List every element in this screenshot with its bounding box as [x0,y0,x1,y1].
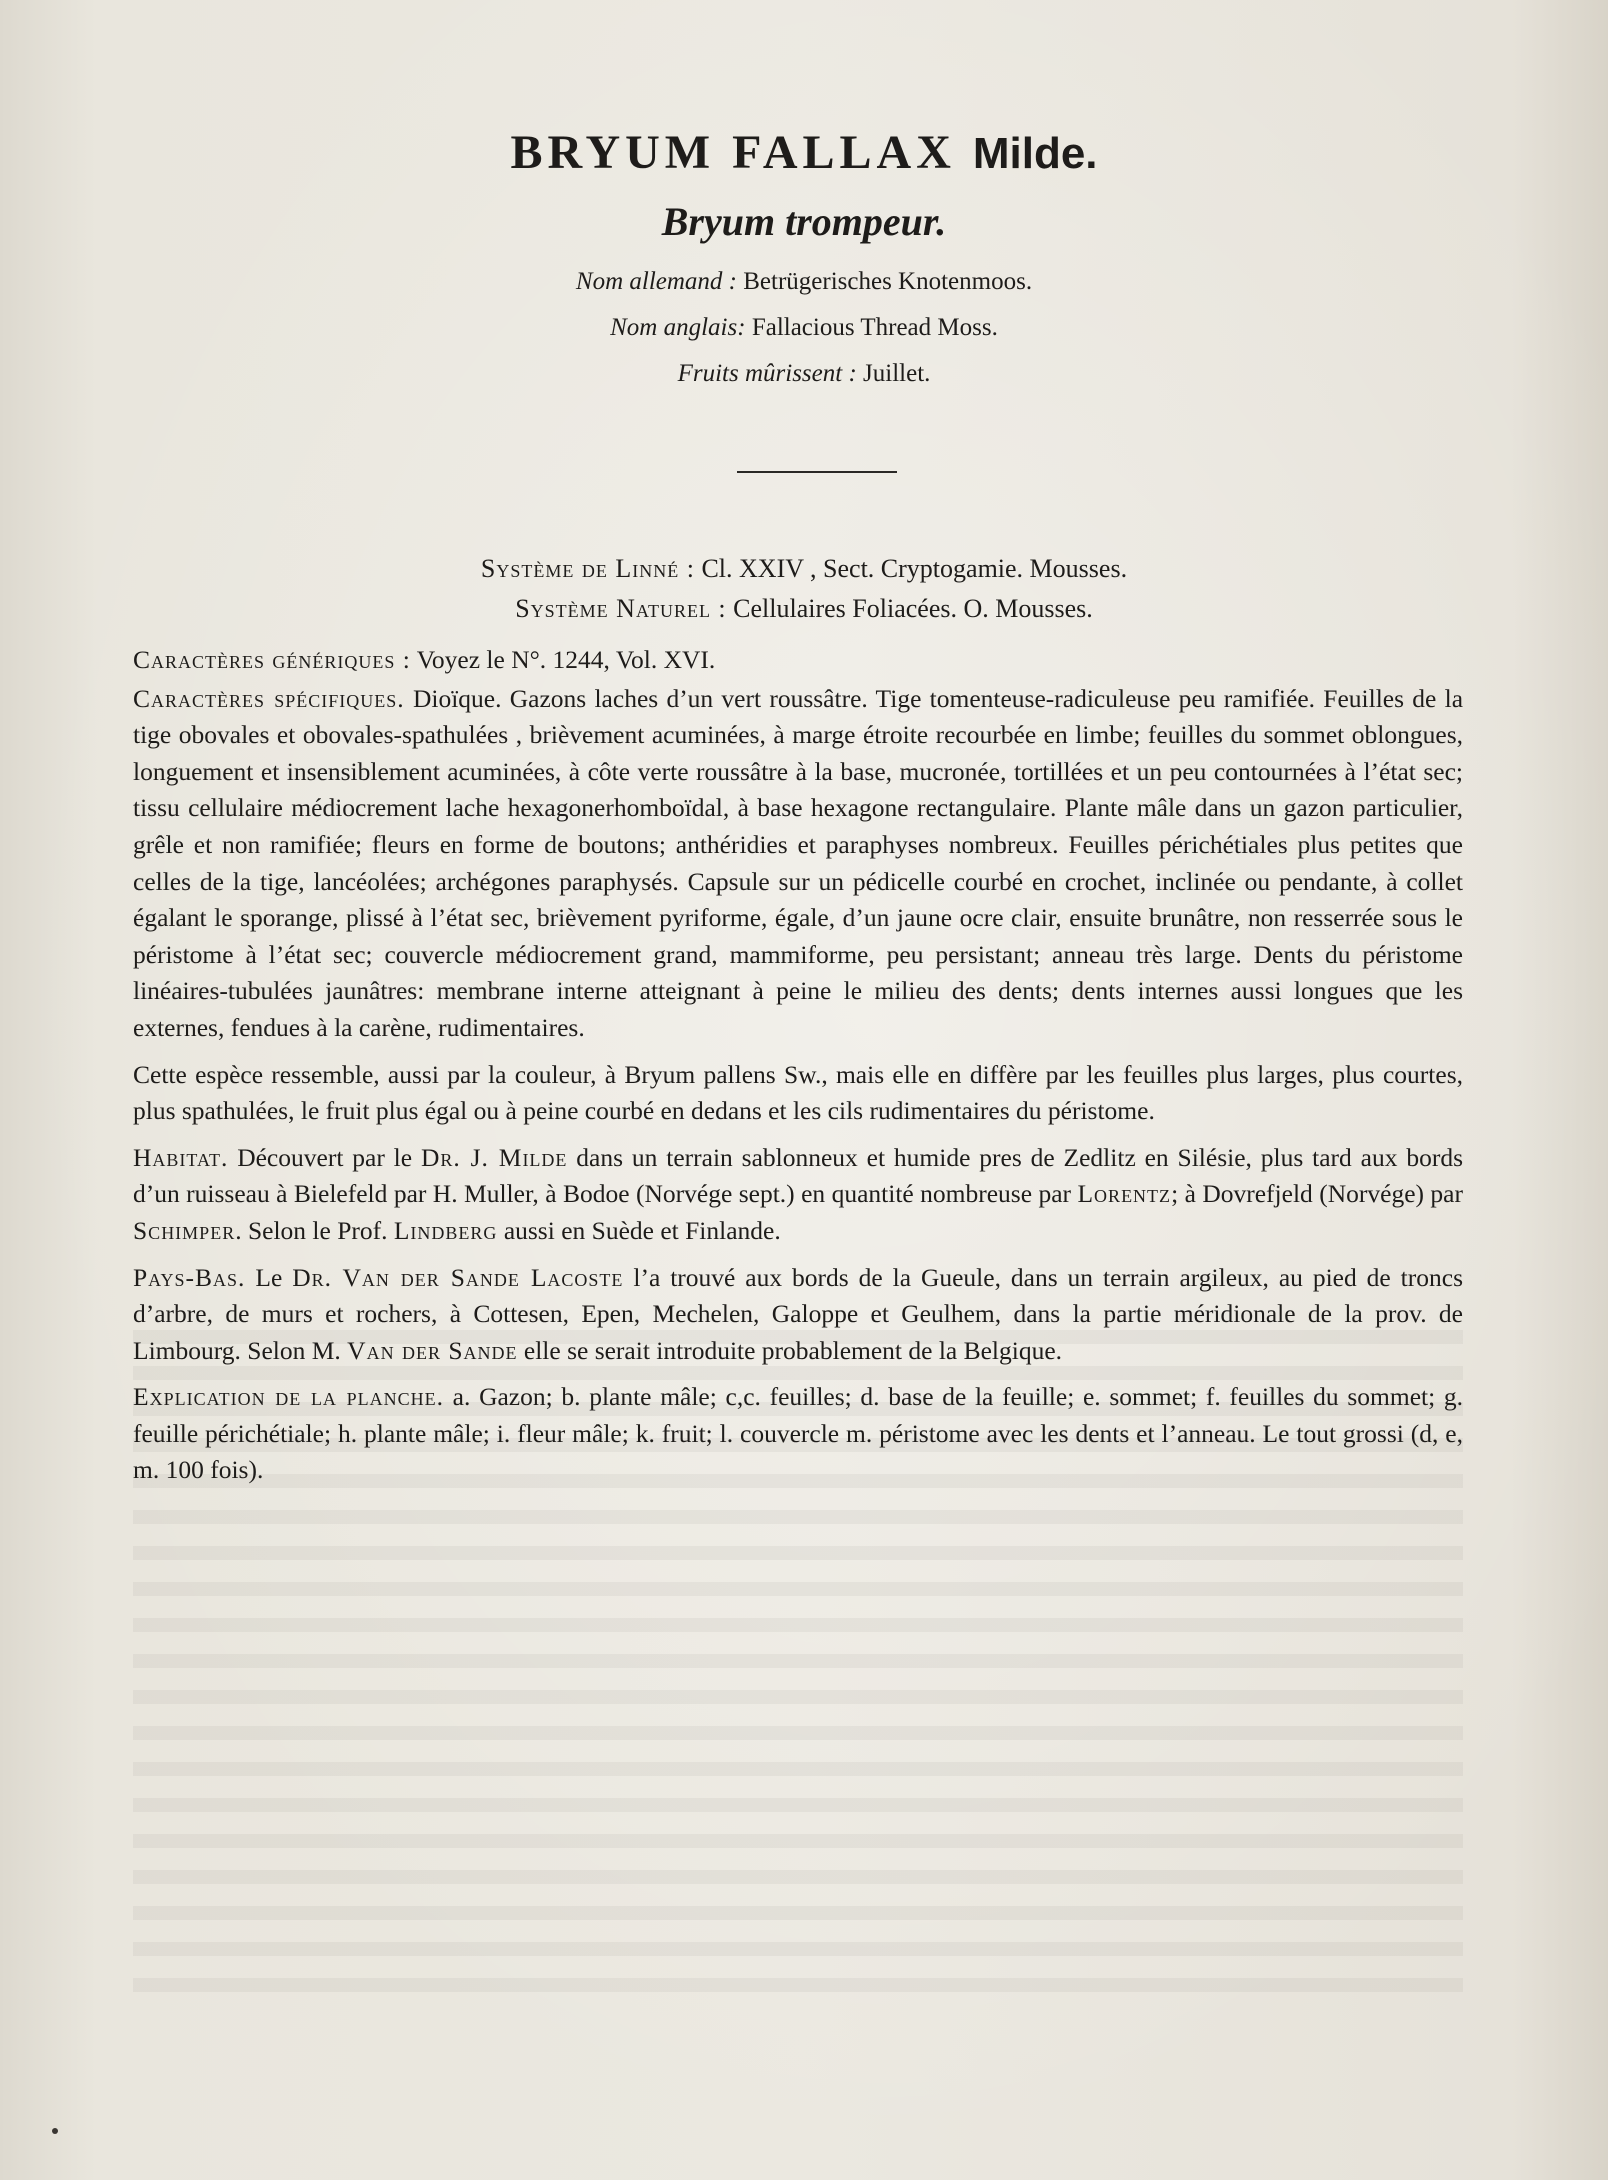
german-name-value: Betrügerisches Knotenmoos. [743,268,1033,295]
divider-rule [737,471,897,473]
specific-characters-paragraph [133,681,1463,1047]
netherlands-text-3: elle se serait introduite probablement de la Belgique. [517,1335,1063,1365]
netherlands-text-2: l’a trouvé aux bords de la Gueule, dans un terrain argileux, au pied de troncs d’arbre, de murs et rochers, à Cottesen, Epen, Mechelen, Galoppe et Geulhem, dans la partie méridionale de la prov. de Limbourg. Selon M. [133,1262,1463,1365]
fruiting-line [0,358,1608,390]
species-author: Milde. [972,129,1098,178]
plate-explanation-text: a. Gazon; b. plante mâle; c,c. feuilles; d. base de la feuille; e. sommet; f. feuilles du sommet; g. feuille périchétiale; h. plante mâle; i. fleur mâle; k. fruit; l. couvercle m. péristome avec les dents et l’anneau. Le tout grossi (d, e, m. 100 fois). [133,1382,1463,1485]
comparison-paragraph [133,1057,1463,1130]
specific-characters-text: Dioïque. Gazons laches d’un vert roussâtre. Tige tomenteuse-radiculeuse peu ramifiée. Feuilles de la tige obovales et obovales-spathulées , brièvement acuminées, à marge étroite recourbée en limbe; feuilles du sommet oblongues, longuement et insensiblement acuminées, à côte verte roussâtre à la base, mucronée, tortillées et un peu contournées à l’état sec; tissu cellulaire médiocrement lache hexagonerhomboïdal, à base hexagone rectangulaire. Plante mâle dans un gazon particulier, grêle et non ramifiée; fleurs en forme de boutons; anthéridies et paraphyses nombreux. Feuilles périchétiales plus petites que celles de la tige, lancéolées; archégones paraphysés. Capsule sur un pédicelle courbé en crochet, inclinée ou pendante, à collet égalant le sporange, plissé à l’état sec, brièvement pyriforme, égale, d’un jaune ocre clair, ensuite brunâtre, non resserrée sous le péristome à l’état sec; couvercle médiocrement grand, mammiforme, peu persistant; anneau très large. Dents du péristome linéaires-tubulées jaunâtres: membrane interne atteignant à peine le milieu des dents; dents internes aussi longues que les externes, fendues à la carène, rudimentaires. [133,683,1464,1042]
natural-system-label: Système Naturel : [515,594,727,623]
fruiting-label: Fruits mûrissent : [677,360,857,387]
natural-system-value: Cellulaires Foliacées. O. Mousses. [733,594,1093,623]
habitat-milde: Dr. J. Milde [420,1142,568,1172]
comparison-text: Cette espèce ressemble, aussi par la couleur, à Bryum pallens Sw., mais elle en diffère par les feuilles plus larges, plus courtes, plus spathulées, le fruit plus égal ou à peine courbé en dedans et les cils rudimentaires du péristome. [133,1059,1463,1126]
english-name-line [0,312,1608,344]
habitat-text-3: ; à Dovrefjeld (Norvége) par [1171,1179,1463,1209]
page-speck [52,2128,58,2134]
habitat-text-2: dans un terrain sablonneux et humide pres de Zedlitz en Silésie, plus tard aux bords d’un ruisseau à Bielefeld par H. Muller, à Bodoe (Norvége sept.) en quantité nombreuse par [133,1142,1463,1209]
natural-system-line [0,592,1608,626]
linne-system-value: Cl. XXIV , Sect. Cryptogamie. Mousses. [701,554,1128,583]
species-name: BRYUM FALLAX [510,126,956,179]
habitat-paragraph [133,1140,1463,1250]
specific-characters-label: Caractères spécifiques. [133,683,405,713]
english-name-label: Nom anglais: [610,314,746,341]
habitat-text-5: aussi en Suède et Finlande. [497,1215,781,1245]
plate-explanation-label: Explication de la planche. [133,1382,444,1412]
bleed-through-shadow [133,1330,1463,2010]
habitat-text-1: Découvert par le [237,1142,421,1172]
linne-system-line [0,552,1608,586]
habitat-lindberg: Lindberg [393,1215,498,1245]
fruiting-value: Juillet. [863,360,931,387]
english-name-value: Fallacious Thread Moss. [751,314,998,341]
generic-characters-value: Voyez le N°. 1244, Vol. XVI. [416,645,716,674]
netherlands-lacoste: Dr. Van der Sande Lacoste [292,1262,624,1292]
linne-system-label: Système de Linné : [480,554,695,583]
french-name: Bryum trompeur. [661,199,947,244]
netherlands-label: Pays-Bas. [133,1262,246,1292]
page-title [0,125,1608,182]
german-name-label: Nom allemand : [575,268,737,295]
german-name-line [0,266,1608,298]
generic-characters-paragraph [133,642,1463,679]
generic-characters-label: Caractères génériques : [133,645,411,674]
habitat-lorentz: Lorentz [1077,1179,1172,1209]
habitat-text-4: . Selon le Prof. [235,1215,394,1245]
netherlands-text-1: Le [245,1262,293,1292]
netherlands-vds: Van der Sande [347,1335,518,1365]
habitat-label: Habitat. [133,1142,229,1172]
habitat-schimper: Schimper [133,1215,236,1245]
